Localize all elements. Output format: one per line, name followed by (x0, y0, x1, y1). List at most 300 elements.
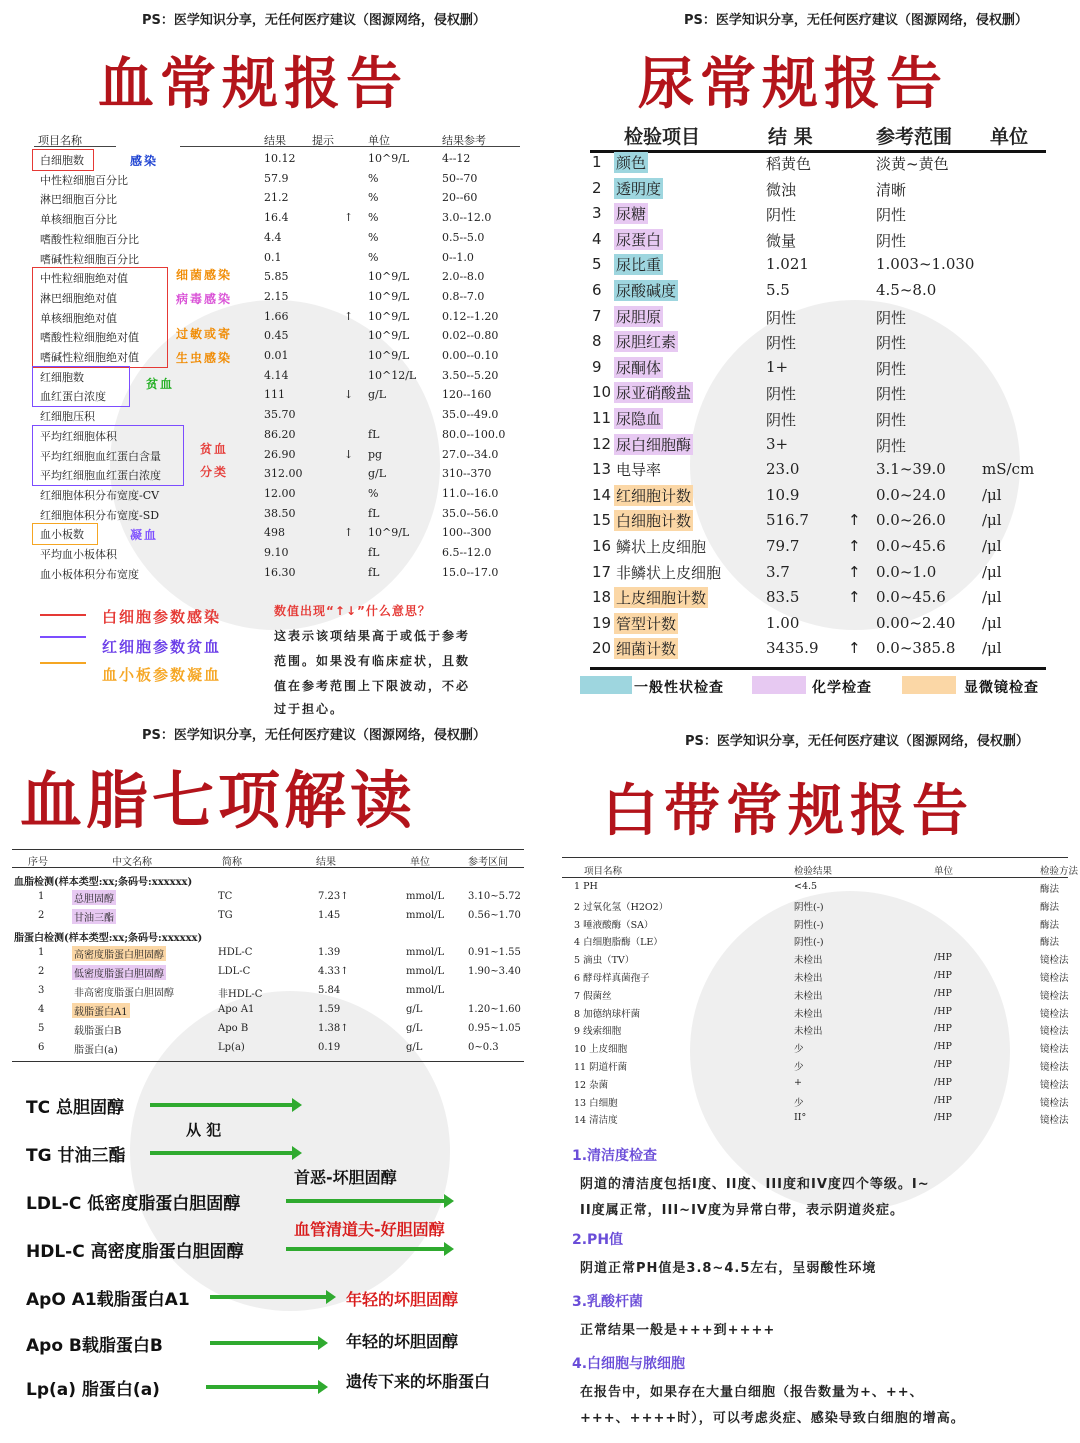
row-result: 26.90 (264, 447, 296, 461)
row-method: 镜检法 (1040, 990, 1069, 1002)
row-name: 红细胞压积 (40, 410, 95, 424)
row-result: 未检出 (794, 955, 823, 967)
row-result: 10.9 (766, 485, 800, 504)
row-result: 79.7 (766, 537, 800, 555)
lipid-meaning: 年轻的坏胆固醇 (346, 1332, 459, 1351)
row-ref: 0~0.3 (468, 1042, 499, 1053)
row-unit: 10^9/L (368, 349, 410, 362)
row-result: 未检出 (794, 990, 823, 1002)
row-result: 0.1 (264, 250, 282, 264)
legend-swatch-purple (752, 676, 806, 694)
row-name: 14 清洁度 (574, 1115, 618, 1127)
lipid-meaning: 年轻的坏胆固醇 (346, 1290, 459, 1309)
column-header: 结 果 (768, 126, 813, 148)
row-name: 载脂蛋白B (74, 1026, 122, 1037)
row-abbr: 非HDL-C (218, 989, 263, 1000)
row-ref: 3.1~39.0 (876, 460, 946, 479)
row-result: 少 (794, 1062, 804, 1073)
row-result: 86.20 (264, 427, 296, 441)
header-rule (12, 867, 524, 868)
row-result: 3.7 (766, 562, 790, 581)
row-unit: 10^9/L (368, 526, 410, 540)
row-result: 312.00 (264, 467, 303, 481)
row-unit: % (368, 250, 379, 264)
row-result: 未检出 (794, 1026, 823, 1038)
section-text: 阴道正常PH值是3.8~4.5左右，呈弱酸性环境 (580, 1261, 877, 1276)
row-result: 阴性 (766, 385, 797, 404)
row-ref: 0.0~1.0 (876, 562, 937, 581)
legend-chemical: 化学检查 (812, 680, 872, 696)
row-ref: 0.8--7.0 (442, 289, 485, 303)
row-name: 载脂蛋白A1 (72, 1003, 130, 1018)
row-method: 镜检法 (1040, 1079, 1069, 1091)
row-name: 上皮细胞计数 (616, 589, 707, 608)
row-name: 红细胞计数 (616, 486, 692, 505)
row-unit: /μl (982, 537, 1002, 555)
row-ref: 35.0--49.0 (442, 408, 499, 422)
lipid-item-label: ApO A1载脂蛋白A1 (26, 1290, 190, 1310)
row-hint: ↑ (344, 526, 354, 540)
row-number: 17 (592, 562, 612, 581)
column-header: 结果 (264, 134, 286, 147)
row-ref: 3.50--5.20 (442, 368, 499, 382)
row-ref: 0.0~45.6 (876, 588, 946, 607)
row-unit: /HP (934, 1094, 952, 1106)
arrow-icon (210, 1341, 322, 1345)
row-number: 7 (592, 306, 602, 325)
row-result: 微量 (766, 231, 797, 250)
legend-line-red (40, 614, 86, 616)
row-name: 尿比重 (616, 256, 662, 275)
row-ref: 0.0~45.6 (876, 537, 946, 555)
row-unit: fL (368, 546, 380, 559)
row-name: 总胆固醇 (72, 890, 116, 905)
row-flag: ↑ (848, 562, 861, 581)
leucorrhea-table (562, 857, 1079, 1127)
leucorrhea-panel (540, 721, 1080, 1442)
arrow-icon (150, 1151, 296, 1155)
row-ref: 1.90~3.40 (468, 966, 521, 977)
row-ref: 0.00--0.10 (442, 349, 499, 362)
row-number: 4 (38, 1004, 45, 1015)
column-header: 提示 (312, 134, 334, 147)
row-unit: /HP (934, 987, 952, 999)
row-unit: mmol/L (406, 985, 445, 996)
row-ref: 27.0--34.0 (442, 447, 499, 461)
highlight-box (32, 267, 168, 368)
column-header: 单位 (410, 857, 430, 868)
row-name: 电导率 (616, 461, 662, 480)
row-ref: 阴性 (876, 308, 907, 327)
row-unit: /HP (934, 1076, 952, 1088)
lipid-item-label: Apo B载脂蛋白B (26, 1336, 163, 1356)
column-header: 单位 (368, 134, 390, 147)
annotation-tag: 分类 (200, 465, 229, 480)
row-unit: g/L (406, 1023, 423, 1034)
row-result: 5.84 (318, 985, 341, 996)
row-unit: mmol/L (406, 910, 445, 921)
row-unit: fL (368, 565, 380, 579)
row-ref: 20--60 (442, 191, 478, 205)
row-name: 13 白细胞 (574, 1097, 618, 1109)
section-heading: 1.清洁度检查 (572, 1148, 658, 1164)
row-ref: 阴性 (876, 385, 907, 404)
row-method: 镜检法 (1040, 1026, 1069, 1038)
row-result: 1.39 (318, 947, 341, 958)
lipid-meaning: 从 犯 (186, 1121, 222, 1139)
row-result: 0.01 (264, 349, 289, 362)
annotation-tag: 过敏或寄 (176, 327, 233, 342)
row-ref: 0.12--1.20 (442, 309, 499, 323)
row-result: 4.33↑ (318, 966, 349, 977)
group-label: 血脂检测(样本类型:xx;条码号:xxxxxx) (14, 877, 193, 888)
row-result: 7.23↑ (318, 891, 349, 902)
urine-routine-panel (540, 0, 1080, 721)
row-result: 111 (264, 388, 285, 402)
lipid-meaning: 首恶-坏胆固醇 (294, 1168, 397, 1187)
lipid-explain (0, 1081, 540, 1401)
row-ref: 3.10~5.72 (468, 891, 521, 902)
row-ref: 淡黄~黄色 (876, 155, 949, 173)
row-ref: 阴性 (876, 334, 907, 353)
row-result: 1.38↑ (318, 1023, 349, 1034)
row-unit: /μl (982, 588, 1002, 607)
annotation-tag: 病毒感染 (176, 291, 233, 306)
row-ref: 阴性 (876, 206, 907, 225)
row-number: 9 (592, 357, 602, 376)
row-unit: 10^9/L (368, 289, 410, 303)
row-name: 9 线索细胞 (574, 1026, 622, 1038)
row-result: 少 (794, 1044, 804, 1056)
row-result: 12.00 (264, 486, 296, 500)
row-unit: /HP (934, 1023, 952, 1035)
note-title: 数值出现“↑↓”什么意思？ (274, 604, 431, 618)
row-result: 1.45 (318, 910, 341, 921)
row-result: 498 (264, 526, 285, 540)
row-ref: 3.0--12.0 (442, 211, 492, 225)
row-result: 阴性(-) (794, 937, 824, 949)
row-hint: ↑ (344, 309, 354, 323)
row-ref: 0.0~385.8 (876, 639, 956, 658)
legend-general: 一般性状检查 (634, 680, 724, 696)
row-ref: 15.0--17.0 (442, 565, 499, 579)
row-method: 酶法 (1040, 901, 1060, 913)
row-name: 甘油三酯 (72, 909, 116, 924)
row-unit: g/L (368, 388, 387, 402)
column-header: 检验方法 (1040, 866, 1079, 877)
column-header: 结果 (316, 857, 336, 868)
arrow-icon (286, 1199, 448, 1203)
row-name: 脂蛋白(a) (74, 1045, 118, 1056)
row-number: 12 (592, 434, 612, 453)
column-header: 检验结果 (794, 866, 833, 877)
lipid-item-label: TG 甘油三酯 (26, 1146, 126, 1166)
section-heading: 3.乳酸杆菌 (572, 1294, 644, 1310)
row-number: 15 (592, 511, 612, 530)
row-name: 尿胆红素 (616, 333, 677, 352)
row-number: 2 (38, 910, 45, 921)
row-name: 尿亚硝酸盐 (616, 384, 692, 403)
row-number: 1 (592, 153, 602, 171)
row-unit: /μl (982, 485, 1002, 504)
row-ref: 4.5~8.0 (876, 281, 937, 299)
row-result: 未检出 (794, 1008, 823, 1020)
disclaimer: PS：医学知识分享，无任何医疗建议（图源网络，侵权删） (685, 734, 1029, 749)
row-result: 微浊 (766, 180, 797, 199)
row-flag: ↑ (848, 639, 861, 658)
row-ref: 310--370 (442, 467, 492, 481)
blood-table (30, 126, 530, 596)
row-ref: 80.0--100.0 (442, 427, 506, 441)
row-result: 2.15 (264, 289, 289, 303)
note-line: 过于担心。 (274, 702, 345, 716)
column-header: 项目名称 (584, 866, 623, 877)
row-name: 尿糖 (616, 205, 647, 224)
section-text: +++、++++时），可以考虑炎症、感染导致白细胞的增高。 (580, 1411, 965, 1426)
page-title: 白带常规报告 (602, 779, 974, 844)
row-abbr: HDL-C (218, 947, 253, 958)
row-name: 4 白细胞脂酶（LE） (574, 937, 663, 949)
arrow-icon (206, 1385, 322, 1389)
row-name: 单核细胞绝对值 (40, 311, 117, 325)
header-underline (180, 146, 520, 147)
row-name: 尿白细胞酶 (616, 435, 692, 454)
legend-swatch-orange (902, 676, 956, 694)
row-name: 5 滴虫（TV） (574, 955, 635, 967)
row-flag: ↑ (848, 537, 861, 555)
header-rule (562, 857, 1068, 858)
row-number: 3 (592, 204, 602, 223)
annotation-tag: 贫血 (146, 376, 175, 391)
row-number: 14 (592, 485, 612, 504)
row-name: 尿胆原 (616, 307, 662, 326)
row-ref: 1.003~1.030 (876, 255, 975, 274)
row-name: 嗜碱性粒细胞绝对值 (40, 351, 139, 364)
row-result: 83.5 (766, 588, 800, 607)
page-title: 血脂七项解读 (20, 764, 417, 837)
row-name: 尿酮体 (616, 358, 662, 377)
row-name: 细菌计数 (616, 640, 677, 659)
row-result: 38.50 (264, 506, 296, 520)
legend-microscope: 显微镜检查 (964, 680, 1039, 696)
column-header: 序号 (28, 857, 48, 868)
highlight-box (32, 366, 130, 407)
header-rule (12, 849, 524, 850)
annotation-tag: 贫血 (200, 441, 229, 456)
row-name: 3 唾液酸酶（SA） (574, 919, 654, 931)
row-name: 平均红细胞体积 (40, 429, 117, 443)
row-number: 16 (592, 537, 612, 555)
row-name: 中性粒细胞绝对值 (40, 272, 128, 286)
row-name: 尿隐血 (616, 410, 662, 428)
disclaimer: PS：医学知识分享，无任何医疗建议（图源网络，侵权删） (142, 13, 486, 28)
row-result: 0.45 (264, 329, 289, 343)
arrow-icon (210, 1295, 330, 1299)
column-header: 简称 (222, 857, 242, 868)
row-result: 1.66 (264, 309, 289, 323)
row-name: 鳞状上皮细胞 (616, 538, 707, 556)
row-name: 非高密度脂蛋白胆固醇 (74, 988, 174, 999)
lipid-meaning: 血管清道夫-好胆固醇 (294, 1220, 445, 1239)
row-method: 镜检法 (1040, 1044, 1069, 1056)
row-name: 尿蛋白 (616, 230, 662, 249)
section-text: 阴道的清洁度包括I度、II度、III度和IV度四个等级。I~ (580, 1177, 930, 1192)
row-ref: 6.5--12.0 (442, 546, 492, 559)
row-ref: 35.0--56.0 (442, 506, 499, 520)
row-name: 6 酵母样真菌孢子 (574, 973, 650, 984)
row-number: 1 (38, 947, 45, 958)
row-unit: /μl (982, 639, 1002, 658)
row-result: 21.2 (264, 191, 289, 205)
row-ref: 2.0--8.0 (442, 270, 485, 284)
row-result: <4.5 (794, 881, 818, 892)
row-result: 1.021 (766, 255, 809, 274)
row-number: 5 (38, 1023, 45, 1034)
row-unit: fL (368, 427, 380, 441)
row-result: 5.5 (766, 281, 790, 299)
row-result: 10.12 (264, 152, 296, 165)
row-ref: 0.0~26.0 (876, 511, 946, 530)
column-header: 单位 (934, 866, 954, 877)
row-ref: 阴性 (876, 359, 907, 378)
row-name: 红细胞数 (40, 370, 84, 384)
row-method: 镜检法 (1040, 1008, 1069, 1020)
row-name: 8 加德纳球杆菌 (574, 1008, 641, 1020)
row-name: 平均红细胞血红蛋白浓度 (40, 469, 161, 483)
row-unit: g/L (406, 1042, 423, 1053)
row-hint: ↓ (344, 447, 354, 461)
row-result: 稻黄色 (766, 155, 812, 173)
row-result: 阴性(-) (794, 919, 824, 931)
row-name: 白细胞计数 (616, 512, 692, 531)
legend-wbc: 白细胞参数感染 (102, 608, 222, 626)
row-abbr: Lp(a) (218, 1042, 245, 1053)
row-name: 淋巴细胞绝对值 (40, 291, 117, 305)
row-name: 平均血小板体积 (40, 548, 117, 561)
annotation-tag: 生虫感染 (176, 351, 233, 365)
row-unit: mmol/L (406, 947, 445, 958)
column-header: 参考区间 (468, 857, 508, 868)
row-result: 阴性 (766, 334, 797, 353)
column-header: 结果参考 (442, 134, 486, 147)
row-result: 5.85 (264, 270, 289, 284)
row-ref: 0.0~24.0 (876, 485, 946, 504)
lipid-meaning: 遗传下来的坏脂蛋白 (346, 1372, 491, 1391)
section-text: II度属正常，III~IV度为异常白带，表示阴道炎症。 (580, 1203, 904, 1218)
highlight-box (32, 425, 184, 486)
row-name: 尿酸碱度 (616, 282, 677, 300)
row-unit: /HP (934, 1112, 952, 1124)
row-result: 23.0 (766, 460, 800, 479)
row-name: 管型计数 (616, 614, 677, 633)
row-unit: pg (368, 447, 383, 461)
lipid-item-label: HDL-C 高密度脂蛋白胆固醇 (26, 1242, 244, 1262)
row-result: 516.7 (766, 511, 809, 530)
row-name: 低密度脂蛋白胆固醇 (72, 965, 166, 980)
section-heading: 2.PH值 (572, 1232, 624, 1248)
column-header: 参考范围 (876, 126, 953, 148)
row-result: 1.00 (766, 613, 800, 632)
page-title: 尿常规报告 (638, 52, 948, 117)
row-abbr: Apo B (218, 1023, 249, 1034)
section-text: 在报告中，如果存在大量白细胞（报告数量为+、++、 (580, 1385, 924, 1400)
row-ref: 0.56~1.70 (468, 910, 521, 921)
row-unit: % (368, 486, 379, 500)
row-unit: /HP (934, 1041, 952, 1053)
row-unit: mmol/L (406, 891, 445, 902)
row-ref: 120--160 (442, 388, 492, 402)
row-name: 淋巴细胞百分比 (40, 193, 117, 207)
row-result: 4.14 (264, 368, 289, 382)
row-ref: 11.0--16.0 (442, 486, 499, 500)
row-ref: 阴性 (876, 436, 907, 455)
row-name: 单核细胞百分比 (40, 213, 117, 227)
row-unit: mS/cm (982, 460, 1035, 479)
legend-rbc: 红细胞参数贫血 (102, 638, 222, 656)
row-result: 16.4 (264, 211, 289, 225)
row-unit: fL (368, 506, 380, 520)
page-title: 血常规报告 (98, 52, 408, 117)
row-result: 阴性 (766, 308, 797, 327)
row-unit: 10^9/L (368, 329, 410, 343)
legend-swatch-blue (580, 676, 632, 694)
row-result: 阴性(-) (794, 901, 824, 913)
row-result: 3435.9 (766, 639, 819, 658)
row-name: 透明度 (616, 179, 662, 198)
header-underline (34, 146, 116, 147)
row-ref: 0.02--0.80 (442, 329, 499, 343)
row-name: 颜色 (616, 154, 647, 172)
row-ref: 清晰 (876, 180, 907, 199)
column-header: 项目名称 (38, 134, 82, 147)
row-name: 平均红细胞血红蛋白含量 (40, 449, 161, 463)
highlight-box (32, 149, 94, 171)
annotation-tag: 凝血 (130, 528, 159, 543)
urine-table (590, 122, 1060, 662)
row-hint: ↑ (344, 211, 354, 225)
lipid-table (12, 851, 524, 1061)
row-unit: /μl (982, 613, 1002, 632)
row-method: 酶法 (1040, 884, 1060, 895)
blood-routine-panel (0, 0, 540, 721)
row-ref: 100--300 (442, 526, 492, 540)
row-unit: /HP (934, 1059, 952, 1070)
row-number: 11 (592, 409, 612, 427)
row-number: 20 (592, 639, 612, 658)
row-ref: 1.20~1.60 (468, 1004, 521, 1015)
row-result: 16.30 (264, 565, 296, 579)
row-result: 阴性 (766, 206, 797, 225)
row-result: 35.70 (264, 408, 296, 422)
row-ref: 0.00~2.40 (876, 613, 956, 632)
row-number: 19 (592, 613, 612, 632)
row-name: 血红蛋白浓度 (40, 390, 106, 404)
row-name: 血小板数 (40, 528, 84, 542)
row-abbr: Apo A1 (218, 1004, 255, 1015)
lipid-panel (0, 721, 540, 1442)
row-result: 9.10 (264, 546, 289, 559)
row-flag: ↑ (848, 588, 861, 607)
annotation-tag: 细菌感染 (176, 268, 233, 283)
row-result: 0.19 (318, 1042, 341, 1053)
row-result: 57.9 (264, 171, 289, 185)
row-unit: % (368, 211, 379, 225)
row-unit: /μl (982, 562, 1002, 581)
row-number: 1 (38, 891, 45, 902)
row-method: 镜检法 (1040, 1097, 1069, 1109)
row-number: 10 (592, 383, 612, 402)
row-number: 5 (592, 255, 602, 274)
